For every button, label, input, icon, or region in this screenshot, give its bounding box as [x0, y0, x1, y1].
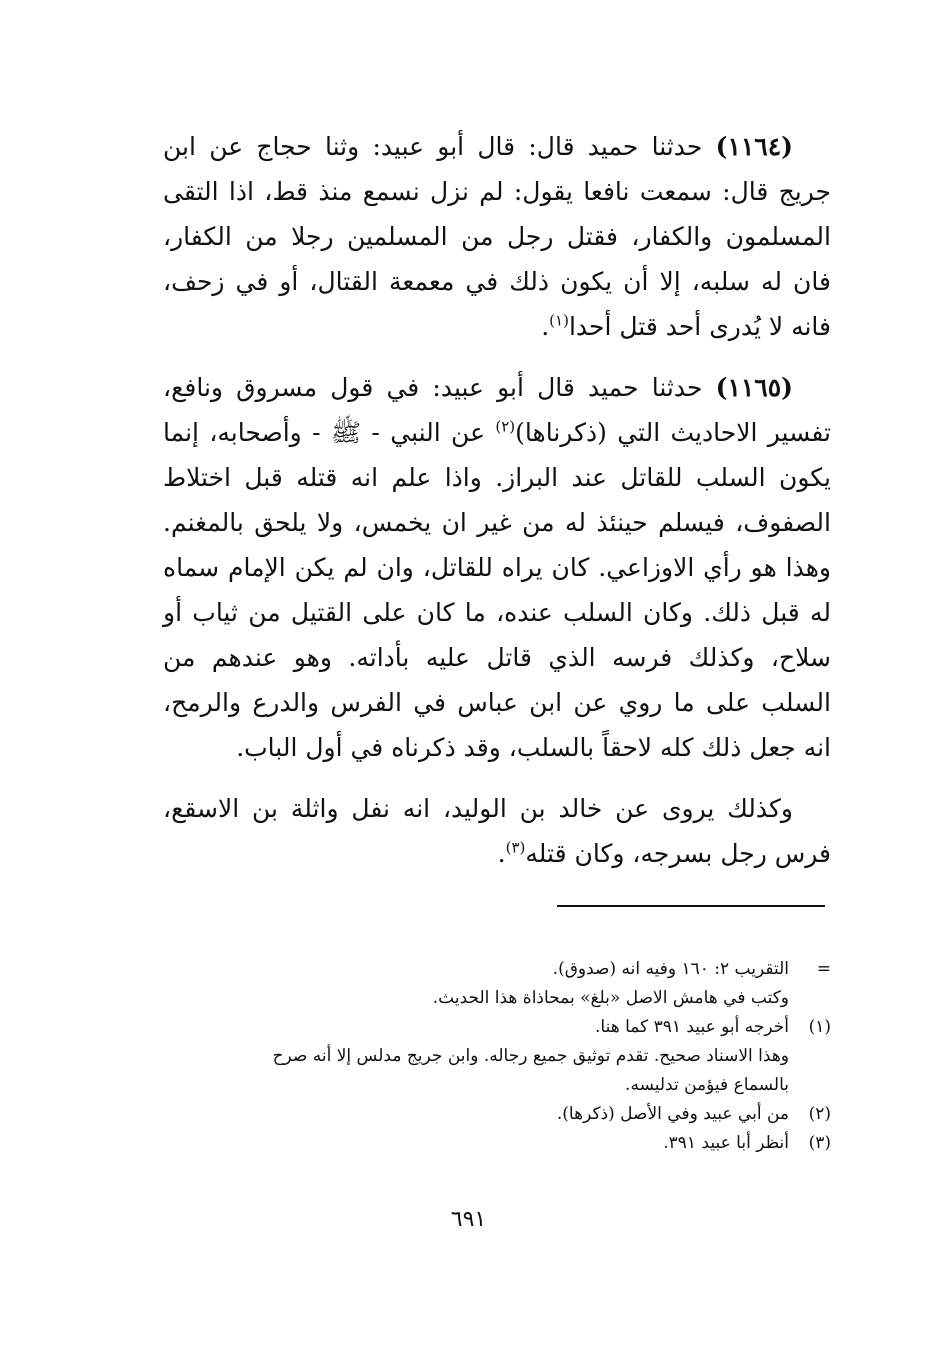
hadith-number: (١١٦٥) [715, 373, 793, 402]
paragraph-khalid [163, 786, 831, 876]
paragraph-text-b: عن النبي - ﷺ - وأصحابه، إنما يكون السلب للقاتل عند البراز. واذا علم انه قتله قبل اختلاط الصفوف، فيسلم حينئذ له من غير ان يخمس، ولا يلحق بالمغنم. وهذا هو رأي الاوزاعي. كان يراه للقاتل، وان لم يكن الإمام سماه له قبل ذلك. وكان السلب عنده، ما كان على القتيل من ثياب أو سلاح، وكذلك فرسه الذي قاتل عليه بأداته. وهو عندهم من السلب على ما روي عن ابن عباس في الفرس والدرع والرمح، انه جعل ذلك كله لاحقاً بالسلب، وقد ذكرناه في أول الباب. [163, 418, 831, 762]
page-number: ٦٩١ [450, 1207, 487, 1232]
footnote-separator [557, 905, 825, 907]
footnote-line: وهذا الاسناد صحيح. تقدم توثيق جميع رجاله. وابن جريج مدلس إلا أنه صرح [272, 1046, 789, 1066]
paragraph-text: وكذلك يروى عن خالد بن الوليد، انه نفل واثلة بن الاسقع، فرس رجل بسرجه، وكان قتله [163, 794, 831, 868]
footnote-3 [163, 1129, 831, 1158]
footnote-mark: (٣) [808, 1133, 831, 1153]
paragraph-1164 [163, 124, 831, 349]
footnote-line: وكتب في هامش الاصل «بلغ» بمحاذاة هذا الحديث. [432, 988, 789, 1008]
footnote-ref-1: (١) [549, 311, 569, 330]
footnote-carryover [163, 955, 831, 984]
footnote-line: من أبي عبيد وفي الأصل (ذكرها). [556, 1104, 789, 1124]
hadith-number: (١١٦٤) [715, 132, 793, 161]
footnote-line: التقريب ٢: ١٦٠ وفيه انه (صدوق). [552, 959, 789, 979]
paragraph-end: . [541, 312, 550, 341]
footnote-line: أنظر أبا عبيد ٣٩١. [663, 1133, 789, 1153]
footnote-ref-3: (٣) [505, 838, 526, 857]
footnote-mark: (٢) [808, 1104, 831, 1124]
footnote-ref-2: (٢) [495, 417, 516, 436]
paragraph-1165 [163, 365, 831, 770]
footnote-mark: (١) [808, 1017, 831, 1037]
footnote-line: أخرجه أبو عبيد ٣٩١ كما هنا. [594, 1017, 789, 1037]
main-text-body [163, 124, 831, 892]
footnote-1 [163, 1013, 831, 1042]
paragraph-end: . [497, 839, 506, 868]
paragraph-text-a: حدثنا حميد قال أبو عبيد: في قول مسروق ونافع، تفسير الاحاديث التي (ذكرناها) [163, 373, 832, 447]
carryover-mark: = [816, 959, 831, 979]
footnote-line: بالسماع فيؤمن تدليسه. [625, 1075, 789, 1095]
footnote-2 [163, 1100, 831, 1129]
paragraph-text: حدثنا حميد قال: قال أبو عبيد: وثنا حجاج عن ابن جريج قال: سمعت نافعا يقول: لم نزل نسمع منذ قط، اذا التقى المسلمون والكفار، فقتل رجل من المسلمين رجلا من الكفار، فان له سلبه، إلا أن يكون ذلك في معمعة القتال، أو في زحف، فانه لا يُدرى أحد قتل أحدا [163, 132, 831, 341]
footnotes-section [163, 955, 831, 1158]
